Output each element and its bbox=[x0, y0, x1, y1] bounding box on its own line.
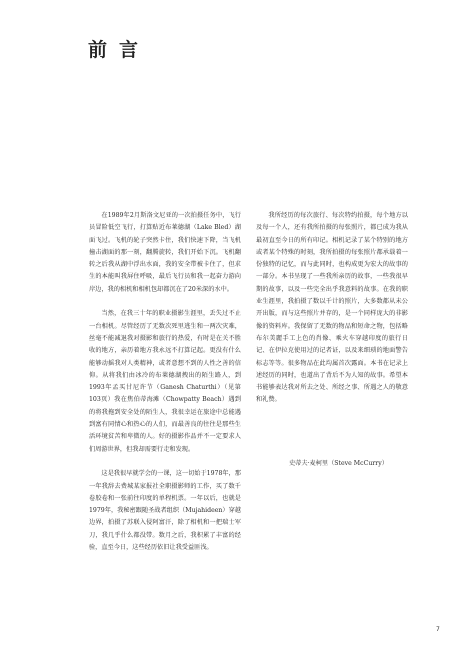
paragraph: 我所经历的每次旅行、每次特约拍摄，每个地方以及每一个人，还有我所拍摄的每张照片，都已成为我从最初直至今日的所有印记。相机记录了某个特别的地方或者某个特殊的时刻，我所拍摄的每张照片都承载着一份独特的记忆，而与此同时，也构成更为宏大的故事的一部分。本书呈现了一些我所亲历的故事，一些我很早期的故事，以及一些完全出乎我意料的故事。在我的职业生涯里，我拍摄了数以千计的照片，大多数都从未公开出版，而与这些照片并存的，是一个同样庞大的非影像的资料库。我保留了无数的物品和短命之物，包括略布尔美麗手工上色的肖像、乘火车穿越印度的旅行日记、在伊拉克使用过的记者证，以及来细琐的地面警告标志等等。很多物品在此均属首次露面。本书在记录上述经历的同时，也道出了背后不为人知的故事。希望本书能够表达我对所去之处、所经之事、所遇之人的敬意和礼赞。 bbox=[256, 212, 408, 404]
right-column bbox=[256, 210, 408, 419]
author-signature: 史蒂夫·麦柯里（Steve McCurry） bbox=[289, 460, 388, 467]
paragraph: 在1989年2月斯洛文尼亚的一次拍摄任务中，飞行员冒险低空飞行，打算贴近布莱德湖（Lake Bled）湖面飞过。飞机的轮子突然卡住，我们快速下降，当飞机撞击湖面的那一刻，翻腾旋转，我们开始下沉。飞机翻转之后我从湖中浮出水面，我的安全带被卡住了，但求生的本能叫我屏住呼吸，最后飞行员和我一起奋力游向岸边，我的相机和相机包却都沉在了20米深的水中。 bbox=[89, 212, 241, 293]
paragraph: 这是我很早就学会的一课，这一切始于1978年，那一年我辞去费城某家报社全职摄影师的工作，买了数千卷胶卷和一张前往印度的单程机票。一年以后，也就是1979年，我秘密跟随圣战者组织（Mujahideen）穿越边界，拍摄了苏联入侵阿富汗，除了相机和一把瑞士军刀，我几乎什么都没带。数月之后，我积累了丰富的经验，直至今日，这些经历依旧让我受益匪浅。 bbox=[89, 470, 241, 552]
page-number: 7 bbox=[436, 626, 440, 633]
page-title: 前言 bbox=[88, 38, 151, 61]
left-column bbox=[89, 210, 241, 567]
paragraph: 当然，在我三十年的职业摄影生涯里，丢失过不止一台相机。尽管经历了无数次死里逃生和一两次灾难，丝毫不能减退我对摄影和旅行的热爱，有时是在关不胜收的地方，亲历着地方我永远不打算记起。更没有什么能够动摇我对人类精神，或者意想不到的人性之善的信仰。从将我们由冰冷的布莱德湖拽出的陌生路人，到1993年孟买甘尼许节（Ganesh Chaturthi）（见第103页）我在焦伯蒂海滩（Chowpatty Beach）遇到的将我拖到安全处的陌生人，我很幸运在旅途中总能遇到富有同情心和热心的人们，而最善良的往往是那些生活环境贫苦和卑微的人。好的摄影作品并不一定要求人们周游世界，但我却需要行走和发现。 bbox=[89, 310, 241, 453]
